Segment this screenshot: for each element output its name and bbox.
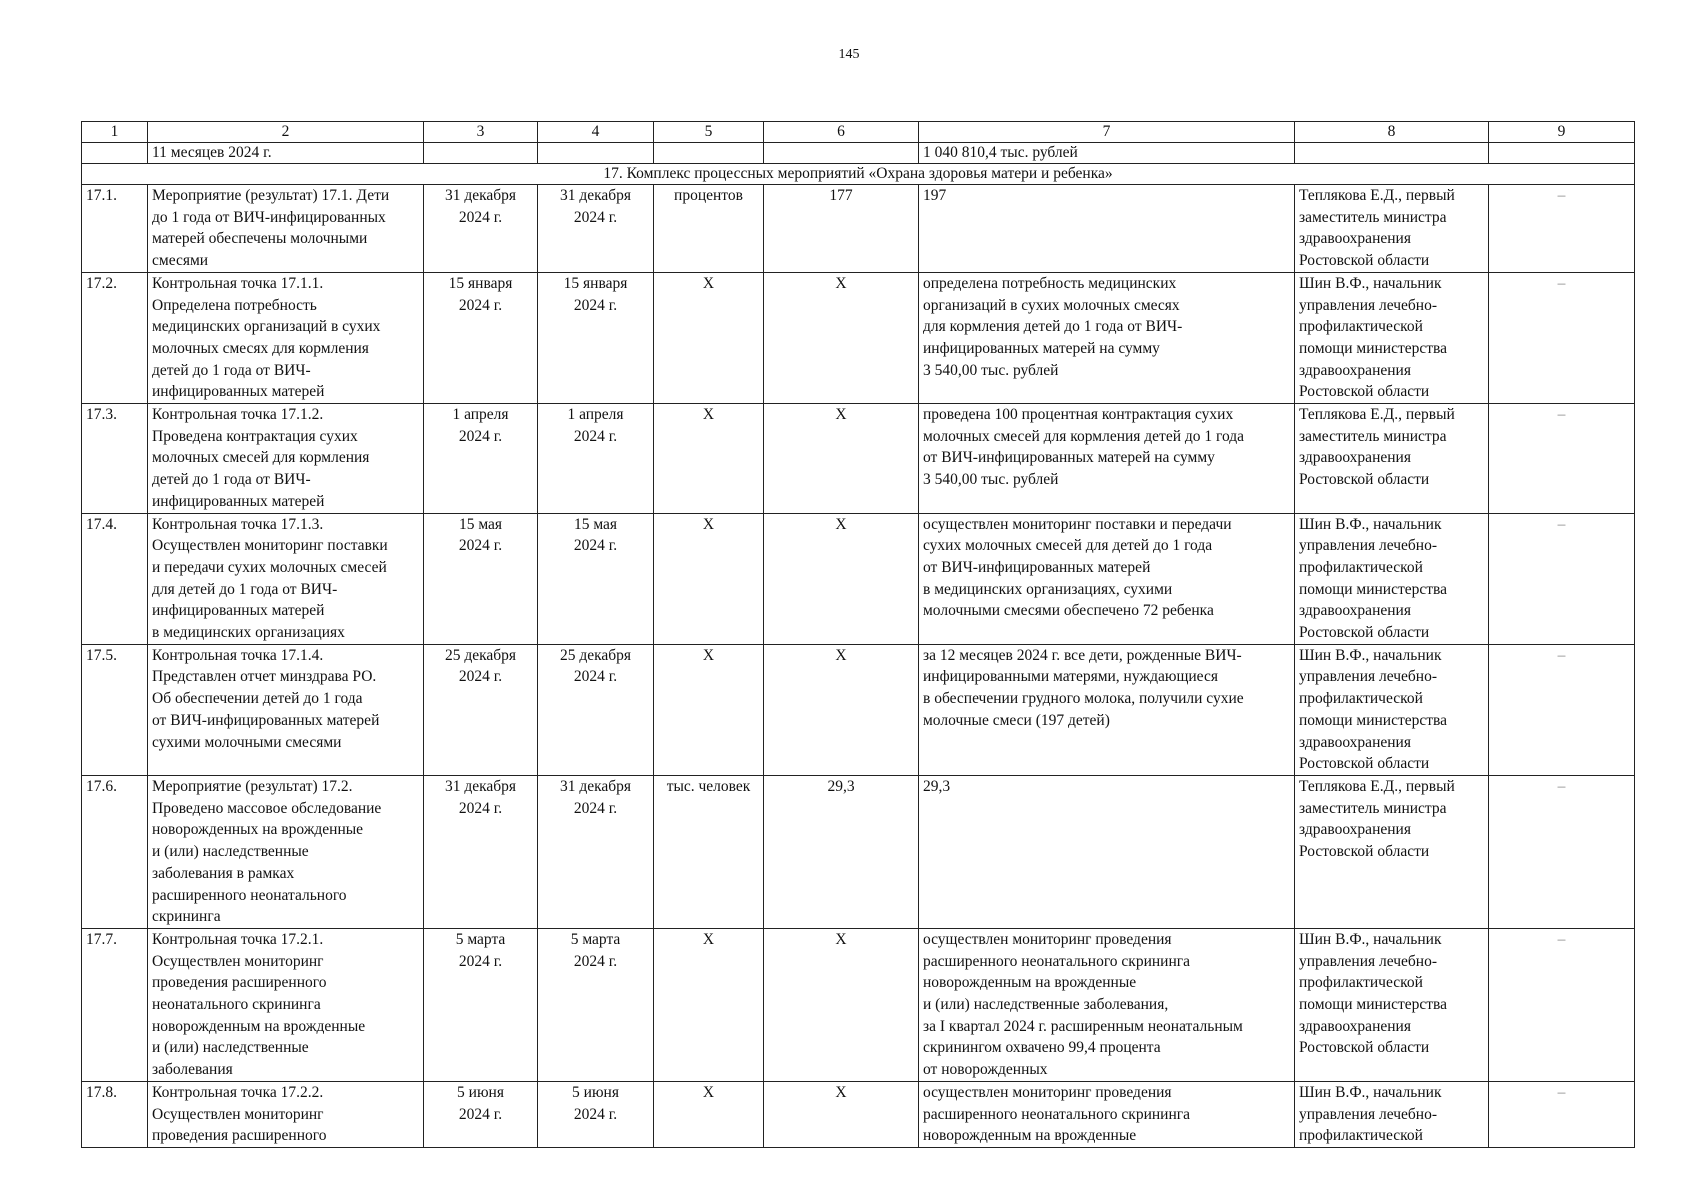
page-number: 145 (838, 47, 860, 62)
column-header: 8 (1295, 122, 1489, 143)
plan-date: 15 мая 2024 г. (424, 513, 538, 644)
plan-value: X (764, 272, 919, 403)
column-header: 2 (148, 122, 424, 143)
note: – (1489, 272, 1635, 403)
row-number: 17.2. (82, 272, 148, 403)
table-row (82, 644, 1635, 775)
table-body (82, 185, 1635, 1148)
carryover-amount: 1 040 810,4 тыс. рублей (919, 143, 1295, 164)
column-header: 1 (82, 122, 148, 143)
note: – (1489, 644, 1635, 775)
responsible-person: Теплякова Е.Д., первый заместитель министра здравоохранения Ростовской области (1295, 775, 1489, 928)
plan-value: X (764, 513, 919, 644)
event-name: Мероприятие (результат) 17.1. Дети до 1 года от ВИЧ-инфицированных матерей обеспечены молочными смесями (148, 185, 424, 273)
table-cell (424, 143, 538, 164)
fact-date: 15 января 2024 г. (538, 272, 654, 403)
unit: тыс. человек (654, 775, 764, 928)
row-number: 17.3. (82, 404, 148, 514)
table-row (82, 775, 1635, 928)
responsible-person: Теплякова Е.Д., первый заместитель министра здравоохранения Ростовской области (1295, 404, 1489, 514)
event-name: Контрольная точка 17.1.4. Представлен отчет минздрава РО. Об обеспечении детей до 1 года от ВИЧ-инфицированных матерей сухими молочными смесями (148, 644, 424, 775)
report-table (81, 121, 1635, 1148)
result-text: осуществлен мониторинг проведения расширенного неонатального скрининга новорожденным на врожденные (919, 1081, 1295, 1147)
event-name: Контрольная точка 17.2.1. Осуществлен мониторинг проведения расширенного неонатального скрининга новорожденным на врожденные и (или) наследственные заболевания (148, 928, 424, 1081)
table-row (82, 272, 1635, 403)
column-header: 9 (1489, 122, 1635, 143)
fact-date: 25 декабря 2024 г. (538, 644, 654, 775)
table-cell (82, 143, 148, 164)
responsible-person: Шин В.Ф., начальник управления лечебно- профилактической помощи министерства здравоохранения Ростовской области (1295, 272, 1489, 403)
unit: процентов (654, 185, 764, 273)
unit: X (654, 272, 764, 403)
responsible-person: Шин В.Ф., начальник управления лечебно- профилактической (1295, 1081, 1489, 1147)
unit: X (654, 1081, 764, 1147)
plan-date: 31 декабря 2024 г. (424, 775, 538, 928)
column-header: 3 (424, 122, 538, 143)
plan-value: 29,3 (764, 775, 919, 928)
fact-date: 15 мая 2024 г. (538, 513, 654, 644)
column-header-row (82, 122, 1635, 143)
responsible-person: Теплякова Е.Д., первый заместитель министра здравоохранения Ростовской области (1295, 185, 1489, 273)
table-row (82, 513, 1635, 644)
table-row (82, 928, 1635, 1081)
plan-date: 5 марта 2024 г. (424, 928, 538, 1081)
row-number: 17.4. (82, 513, 148, 644)
fact-date: 31 декабря 2024 г. (538, 185, 654, 273)
event-name: Контрольная точка 17.1.1. Определена потребность медицинских организаций в сухих молочных смесях для кормления детей до 1 года от ВИЧ- инфицированных матерей (148, 272, 424, 403)
row-number: 17.6. (82, 775, 148, 928)
plan-date: 25 декабря 2024 г. (424, 644, 538, 775)
result-text: 29,3 (919, 775, 1295, 928)
table-cell (764, 143, 919, 164)
result-text: 197 (919, 185, 1295, 273)
row-number: 17.1. (82, 185, 148, 273)
plan-value: 177 (764, 185, 919, 273)
event-name: Контрольная точка 17.2.2. Осуществлен мониторинг проведения расширенного (148, 1081, 424, 1147)
result-text: за 12 месяцев 2024 г. все дети, рожденные ВИЧ- инфицированными матерями, нуждающиеся в обеспечении грудного молока, получили сухие молочные смеси (197 детей) (919, 644, 1295, 775)
column-header: 4 (538, 122, 654, 143)
unit: X (654, 644, 764, 775)
column-header: 6 (764, 122, 919, 143)
note: – (1489, 775, 1635, 928)
result-text: осуществлен мониторинг поставки и передачи сухих молочных смесей для детей до 1 года от ВИЧ-инфицированных матерей в медицинских организациях, сухими молочными смесями обеспечено 72 ребенка (919, 513, 1295, 644)
table-cell (538, 143, 654, 164)
section-title: 17. Комплекс процессных мероприятий «Охрана здоровья матери и ребенка» (82, 164, 1635, 185)
plan-date: 1 апреля 2024 г. (424, 404, 538, 514)
row-number: 17.7. (82, 928, 148, 1081)
unit: X (654, 928, 764, 1081)
fact-date: 31 декабря 2024 г. (538, 775, 654, 928)
row-number: 17.5. (82, 644, 148, 775)
column-header: 5 (654, 122, 764, 143)
plan-value: X (764, 404, 919, 514)
fact-date: 5 марта 2024 г. (538, 928, 654, 1081)
unit: X (654, 513, 764, 644)
note: – (1489, 1081, 1635, 1147)
carryover-row (82, 143, 1635, 164)
note: – (1489, 185, 1635, 273)
event-name: Контрольная точка 17.1.3. Осуществлен мониторинг поставки и передачи сухих молочных смесей для детей до 1 года от ВИЧ- инфицированных матерей в медицинских организациях (148, 513, 424, 644)
event-name: Контрольная точка 17.1.2. Проведена контрактация сухих молочных смесей для кормления детей до 1 года от ВИЧ- инфицированных матерей (148, 404, 424, 514)
unit: X (654, 404, 764, 514)
fact-date: 1 апреля 2024 г. (538, 404, 654, 514)
table-cell (1489, 143, 1635, 164)
plan-value: X (764, 1081, 919, 1147)
responsible-person: Шин В.Ф., начальник управления лечебно- профилактической помощи министерства здравоохранения Ростовской области (1295, 644, 1489, 775)
note: – (1489, 513, 1635, 644)
carryover-period: 11 месяцев 2024 г. (148, 143, 424, 164)
plan-date: 31 декабря 2024 г. (424, 185, 538, 273)
table-row (82, 185, 1635, 273)
plan-value: X (764, 928, 919, 1081)
table-row (82, 1081, 1635, 1147)
result-text: проведена 100 процентная контрактация сухих молочных смесей для кормления детей до 1 года от ВИЧ-инфицированных матерей на сумму 3 540,00 тыс. рублей (919, 404, 1295, 514)
plan-date: 5 июня 2024 г. (424, 1081, 538, 1147)
table-row (82, 404, 1635, 514)
table-cell (654, 143, 764, 164)
responsible-person: Шин В.Ф., начальник управления лечебно- профилактической помощи министерства здравоохранения Ростовской области (1295, 928, 1489, 1081)
plan-date: 15 января 2024 г. (424, 272, 538, 403)
table-cell (1295, 143, 1489, 164)
result-text: определена потребность медицинских организаций в сухих молочных смесях для кормления детей до 1 года от ВИЧ- инфицированных матерей на сумму 3 540,00 тыс. рублей (919, 272, 1295, 403)
event-name: Мероприятие (результат) 17.2. Проведено массовое обследование новорожденных на врожденные и (или) наследственные заболевания в рамках расширенного неонатального скрининга (148, 775, 424, 928)
section-row (82, 164, 1635, 185)
row-number: 17.8. (82, 1081, 148, 1147)
result-text: осуществлен мониторинг проведения расширенного неонатального скрининга новорожденным на врожденные и (или) наследственные заболевания, за I квартал 2024 г. расширенным неонатальным скринингом охвачено 99,4 процента от новорожденных (919, 928, 1295, 1081)
fact-date: 5 июня 2024 г. (538, 1081, 654, 1147)
responsible-person: Шин В.Ф., начальник управления лечебно- профилактической помощи министерства здравоохранения Ростовской области (1295, 513, 1489, 644)
column-header: 7 (919, 122, 1295, 143)
note: – (1489, 928, 1635, 1081)
plan-value: X (764, 644, 919, 775)
note: – (1489, 404, 1635, 514)
